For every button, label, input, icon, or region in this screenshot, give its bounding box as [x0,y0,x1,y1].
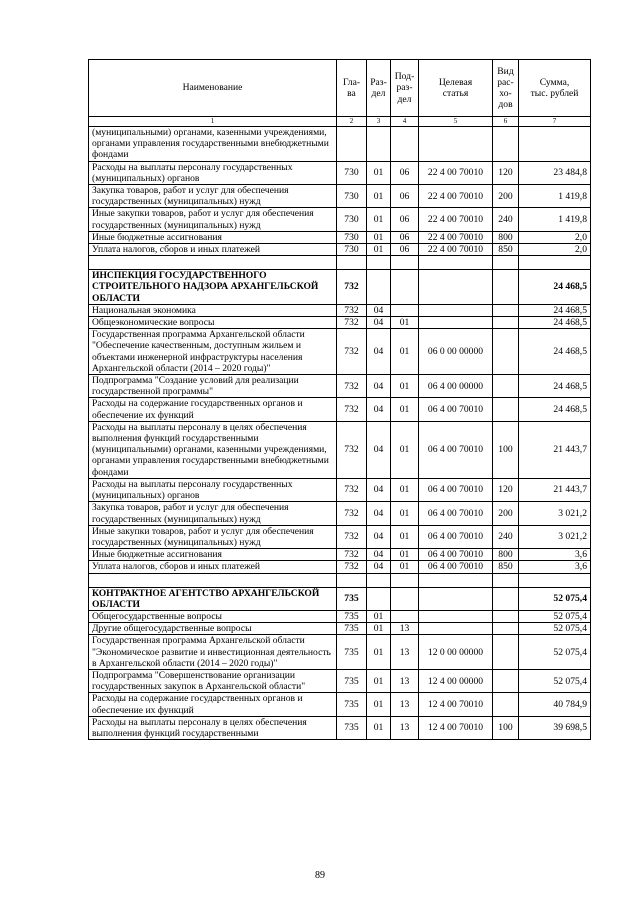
podrazdel-cell: 13 [391,693,419,716]
glava-cell: 735 [337,610,367,622]
razdel-cell: 04 [367,398,391,421]
empty-cell [391,256,419,270]
sum-cell: 1 419,8 [519,208,591,231]
expense-type-cell: 120 [493,161,519,184]
glava-cell: 732 [337,421,367,478]
sum-cell: 3 021,2 [519,502,591,525]
target-article-cell: 22 4 00 70010 [419,244,493,256]
column-number: 1 [89,117,337,127]
sum-cell: 40 784,9 [519,693,591,716]
sum-cell: 52 075,4 [519,623,591,635]
target-article-cell: 12 4 00 70010 [419,693,493,716]
header-sum: Сумма, тыс. рублей [519,60,591,117]
razdel-cell: 01 [367,669,391,692]
target-article-cell: 22 4 00 70010 [419,161,493,184]
expense-type-cell: 100 [493,716,519,739]
column-number: 5 [419,117,493,127]
name-cell: КОНТРАКТНОЕ АГЕНТСТВО АРХАНГЕЛЬСКОЙ ОБЛАСТИ [89,587,337,610]
budget-table-page [88,59,590,740]
target-article-cell [419,587,493,610]
name-cell: Расходы на выплаты персоналу государственных (муниципальных) органов [89,478,337,501]
sum-cell: 3 021,2 [519,525,591,548]
empty-cell [367,256,391,270]
section-header-row [89,587,591,610]
table-row [89,549,591,561]
podrazdel-cell: 01 [391,549,419,561]
glava-cell: 730 [337,161,367,184]
name-cell: Расходы на выплаты персоналу в целях обеспечения выполнения функций государственными (муниципальными) органами, казенными учреждениями, органами управления государственными внебюджетными фондами [89,421,337,478]
empty-cell [367,573,391,587]
glava-cell: 732 [337,329,367,375]
razdel-cell [367,270,391,305]
name-cell: Уплата налогов, сборов и иных платежей [89,561,337,573]
glava-cell: 735 [337,587,367,610]
razdel-cell: 01 [367,244,391,256]
name-cell: Национальная экономика [89,304,337,316]
razdel-cell: 01 [367,623,391,635]
glava-cell: 730 [337,244,367,256]
razdel-cell: 04 [367,525,391,548]
razdel-cell: 01 [367,716,391,739]
empty-cell [89,256,337,270]
name-cell: Уплата налогов, сборов и иных платежей [89,244,337,256]
table-row [89,561,591,573]
empty-cell [419,573,493,587]
expense-type-cell: 850 [493,244,519,256]
glava-cell: 732 [337,502,367,525]
glava-cell: 732 [337,525,367,548]
glava-cell [337,127,367,162]
razdel-cell: 04 [367,549,391,561]
target-article-cell: 06 4 00 70010 [419,478,493,501]
sum-cell: 2,0 [519,244,591,256]
razdel-cell: 04 [367,478,391,501]
table-row [89,421,591,478]
expense-type-cell [493,669,519,692]
target-article-cell: 06 4 00 70010 [419,549,493,561]
table-row [89,231,591,243]
empty-cell [337,256,367,270]
podrazdel-cell: 13 [391,635,419,670]
podrazdel-cell [391,587,419,610]
expense-type-cell: 200 [493,502,519,525]
table-row [89,375,591,398]
glava-cell: 735 [337,669,367,692]
expense-type-cell [493,329,519,375]
podrazdel-cell [391,304,419,316]
name-cell: Другие общегосударственные вопросы [89,623,337,635]
header-name: Наименование [89,60,337,117]
podrazdel-cell: 06 [391,208,419,231]
expense-type-cell [493,304,519,316]
target-article-cell: 22 4 00 70010 [419,208,493,231]
expense-type-cell: 800 [493,231,519,243]
empty-cell [89,573,337,587]
empty-cell [337,573,367,587]
podrazdel-cell: 01 [391,317,419,329]
target-article-cell [419,317,493,329]
column-number: 3 [367,117,391,127]
sum-cell [519,127,591,162]
name-cell: Расходы на содержание государственных органов и обеспечение их функций [89,693,337,716]
podrazdel-cell: 01 [391,421,419,478]
target-article-cell: 06 4 00 00000 [419,375,493,398]
razdel-cell [367,127,391,162]
razdel-cell: 01 [367,161,391,184]
target-article-cell: 06 4 00 70010 [419,525,493,548]
glava-cell: 735 [337,716,367,739]
expense-type-cell: 800 [493,549,519,561]
empty-cell [391,573,419,587]
expense-type-cell [493,623,519,635]
razdel-cell: 04 [367,317,391,329]
glava-cell: 732 [337,398,367,421]
sum-cell: 24 468,5 [519,398,591,421]
expense-type-cell: 120 [493,478,519,501]
podrazdel-cell: 06 [391,231,419,243]
glava-cell: 735 [337,635,367,670]
sum-cell: 21 443,7 [519,478,591,501]
column-number: 7 [519,117,591,127]
glava-cell: 732 [337,549,367,561]
podrazdel-cell: 01 [391,398,419,421]
name-cell: Расходы на выплаты персоналу в целях обеспечения выполнения функций государственными [89,716,337,739]
table-row [89,478,591,501]
glava-cell: 732 [337,375,367,398]
table-row [89,398,591,421]
razdel-cell: 01 [367,635,391,670]
sum-cell: 52 075,4 [519,635,591,670]
podrazdel-cell: 13 [391,669,419,692]
expense-type-cell [493,587,519,610]
table-row [89,304,591,316]
glava-cell: 732 [337,478,367,501]
glava-cell: 732 [337,304,367,316]
target-article-cell: 06 4 00 70010 [419,398,493,421]
razdel-cell: 01 [367,693,391,716]
sum-cell: 3,6 [519,561,591,573]
name-cell: Расходы на выплаты персоналу государственных (муниципальных) органов [89,161,337,184]
empty-cell [419,256,493,270]
empty-cell [519,256,591,270]
table-row [89,610,591,622]
sum-cell: 24 468,5 [519,270,591,305]
table-row [89,127,591,162]
target-article-cell: 06 4 00 70010 [419,502,493,525]
podrazdel-cell: 13 [391,716,419,739]
spacer-row [89,256,591,270]
column-number: 4 [391,117,419,127]
expense-type-cell: 200 [493,185,519,208]
target-article-cell [419,270,493,305]
razdel-cell: 04 [367,329,391,375]
table-row [89,208,591,231]
header-expense-type: Вид рас- хо- дов [493,60,519,117]
razdel-cell: 01 [367,185,391,208]
glava-cell: 730 [337,208,367,231]
table-row [89,317,591,329]
spacer-row [89,573,591,587]
name-cell: ИНСПЕКЦИЯ ГОСУДАРСТВЕННОГО СТРОИТЕЛЬНОГО НАДЗОРА АРХАНГЕЛЬСКОЙ ОБЛАСТИ [89,270,337,305]
target-article-cell [419,127,493,162]
razdel-cell: 04 [367,375,391,398]
sum-cell: 52 075,4 [519,610,591,622]
name-cell: Закупка товаров, работ и услуг для обеспечения государственных (муниципальных) нужд [89,502,337,525]
column-number-row [89,117,591,127]
name-cell: Расходы на содержание государственных органов и обеспечение их функций [89,398,337,421]
podrazdel-cell [391,127,419,162]
razdel-cell: 01 [367,208,391,231]
empty-cell [519,573,591,587]
table-row [89,502,591,525]
target-article-cell: 22 4 00 70010 [419,185,493,208]
name-cell: Иные закупки товаров, работ и услуг для обеспечения государственных (муниципальных) нужд [89,208,337,231]
table-row [89,244,591,256]
sum-cell: 52 075,4 [519,669,591,692]
name-cell: Подпрограмма "Совершенствование организации государственных закупок в Архангельской области" [89,669,337,692]
target-article-cell: 06 4 00 70010 [419,421,493,478]
sum-cell: 24 468,5 [519,329,591,375]
podrazdel-cell: 06 [391,161,419,184]
expense-type-cell [493,375,519,398]
section-header-row [89,270,591,305]
glava-cell: 730 [337,231,367,243]
sum-cell: 24 468,5 [519,304,591,316]
table-row [89,693,591,716]
target-article-cell [419,623,493,635]
target-article-cell: 06 4 00 70010 [419,561,493,573]
target-article-cell [419,610,493,622]
expense-type-cell: 100 [493,421,519,478]
name-cell: Подпрограмма "Создание условий для реализации государственной программы" [89,375,337,398]
expense-type-cell [493,693,519,716]
glava-cell: 735 [337,623,367,635]
name-cell: Общеэкономические вопросы [89,317,337,329]
target-article-cell: 12 4 00 00000 [419,669,493,692]
podrazdel-cell: 01 [391,525,419,548]
sum-cell: 23 484,8 [519,161,591,184]
budget-table [88,59,591,740]
sum-cell: 2,0 [519,231,591,243]
name-cell: Иные бюджетные ассигнования [89,231,337,243]
name-cell: Государственная программа Архангельской области "Экономическое развитие и инвестиционная деятельность в Архангельской области (2014 – 2020 годы)" [89,635,337,670]
table-row [89,329,591,375]
expense-type-cell [493,127,519,162]
name-cell: Государственная программа Архангельской области "Обеспечение качественным, доступным жильем и объектами инженерной инфраструктуры населения Архангельской области (2014 – 2020 годы)" [89,329,337,375]
sum-cell: 24 468,5 [519,375,591,398]
razdel-cell: 04 [367,561,391,573]
sum-cell: 39 698,5 [519,716,591,739]
razdel-cell: 01 [367,610,391,622]
expense-type-cell [493,610,519,622]
name-cell: Иные бюджетные ассигнования [89,549,337,561]
name-cell: (муниципальными) органами, казенными учреждениями, органами управления государственными внебюджетными фондами [89,127,337,162]
podrazdel-cell: 01 [391,375,419,398]
name-cell: Иные закупки товаров, работ и услуг для обеспечения государственных (муниципальных) нужд [89,525,337,548]
razdel-cell: 04 [367,421,391,478]
empty-cell [493,573,519,587]
table-row [89,185,591,208]
column-number: 2 [337,117,367,127]
table-body [89,127,591,740]
razdel-cell: 04 [367,502,391,525]
expense-type-cell: 240 [493,525,519,548]
header-glava: Гла- ва [337,60,367,117]
podrazdel-cell: 06 [391,244,419,256]
page-number: 89 [315,870,325,881]
expense-type-cell [493,317,519,329]
podrazdel-cell: 01 [391,502,419,525]
glava-cell: 735 [337,693,367,716]
podrazdel-cell: 13 [391,623,419,635]
expense-type-cell [493,270,519,305]
expense-type-cell: 240 [493,208,519,231]
table-row [89,525,591,548]
podrazdel-cell: 01 [391,478,419,501]
glava-cell: 732 [337,270,367,305]
glava-cell: 732 [337,561,367,573]
sum-cell: 3,6 [519,549,591,561]
table-row [89,635,591,670]
expense-type-cell [493,398,519,421]
podrazdel-cell [391,270,419,305]
glava-cell: 730 [337,185,367,208]
name-cell: Закупка товаров, работ и услуг для обеспечения государственных (муниципальных) нужд [89,185,337,208]
target-article-cell [419,304,493,316]
header-row [89,60,591,117]
expense-type-cell: 850 [493,561,519,573]
target-article-cell: 12 4 00 70010 [419,716,493,739]
razdel-cell: 04 [367,304,391,316]
expense-type-cell [493,635,519,670]
header-podrazdel: Под- раз- дел [391,60,419,117]
glava-cell: 732 [337,317,367,329]
sum-cell: 24 468,5 [519,317,591,329]
target-article-cell: 06 0 00 00000 [419,329,493,375]
podrazdel-cell [391,610,419,622]
target-article-cell: 12 0 00 00000 [419,635,493,670]
podrazdel-cell: 01 [391,561,419,573]
empty-cell [493,256,519,270]
table-row [89,161,591,184]
table-row [89,623,591,635]
header-target-article: Целевая статья [419,60,493,117]
table-row [89,669,591,692]
podrazdel-cell: 01 [391,329,419,375]
target-article-cell: 22 4 00 70010 [419,231,493,243]
razdel-cell: 01 [367,231,391,243]
column-number: 6 [493,117,519,127]
razdel-cell [367,587,391,610]
podrazdel-cell: 06 [391,185,419,208]
table-row [89,716,591,739]
name-cell: Общегосударственные вопросы [89,610,337,622]
sum-cell: 21 443,7 [519,421,591,478]
sum-cell: 1 419,8 [519,185,591,208]
sum-cell: 52 075,4 [519,587,591,610]
header-razdel: Раз- дел [367,60,391,117]
